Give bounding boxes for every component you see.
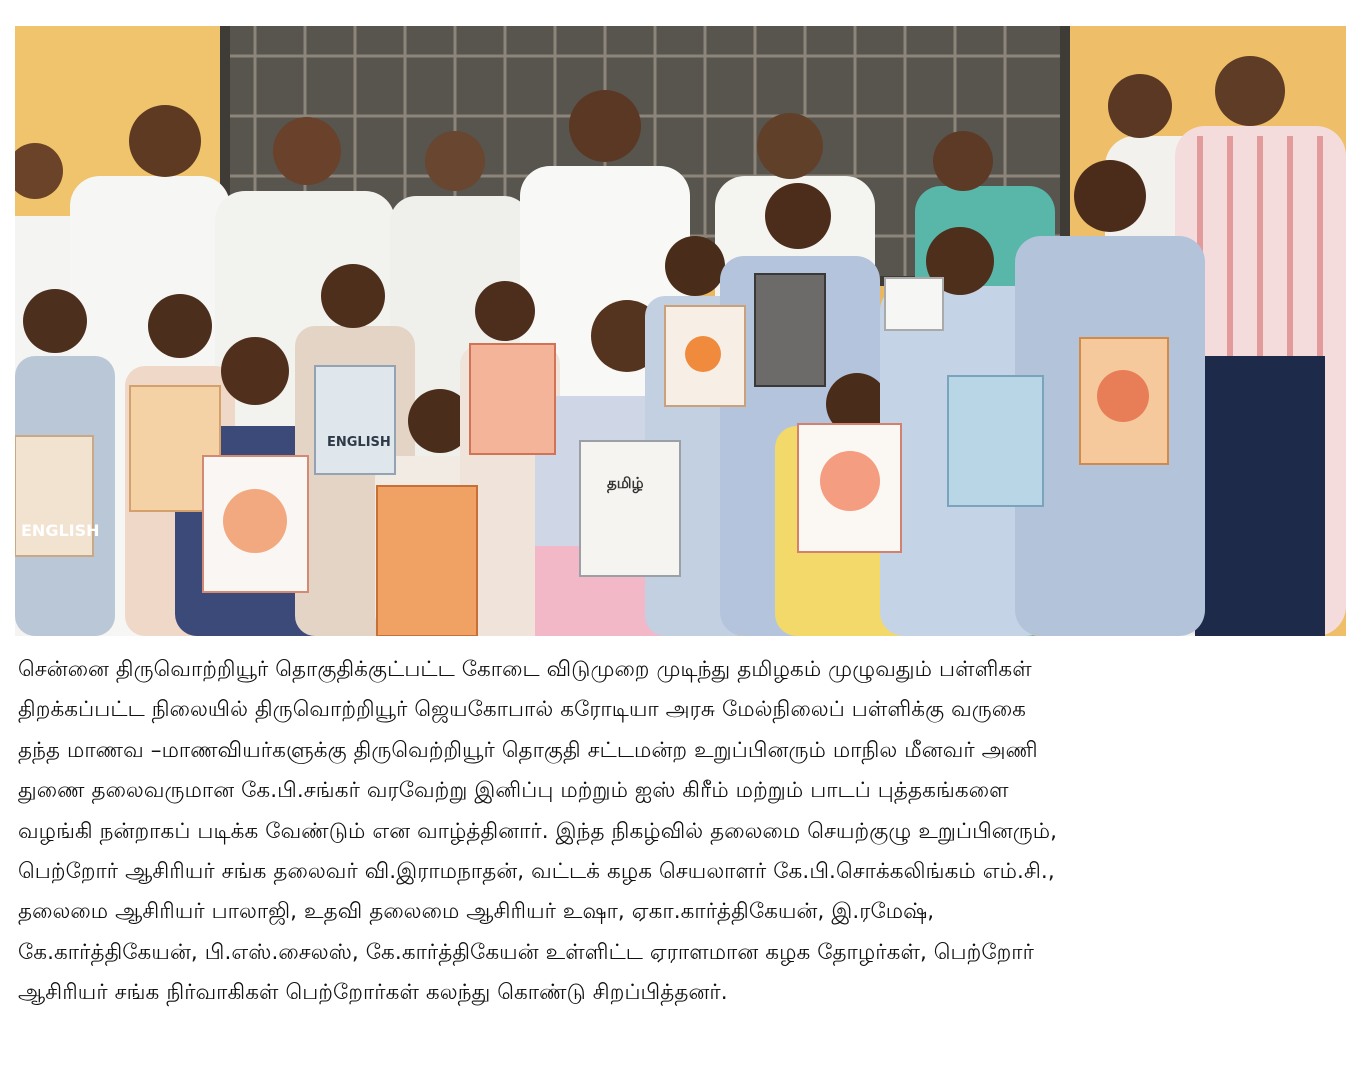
caption-line: திறக்கப்பட்ட நிலையில் திருவொற்றியூர் ஜெயகோபால் கரோடியா அரசு மேல்நிலைப் பள்ளிக்கு வருகை <box>18 697 1027 723</box>
caption-line: தந்த மாணவ –மாணவியர்களுக்கு திருவெற்றியூர் தொகுதி சட்டமன்ற உறுப்பினரும் மாநில மீனவர் அணி <box>18 737 1038 763</box>
article-caption <box>18 650 1343 1014</box>
book-label-english-1: ENGLISH <box>21 521 100 540</box>
group-photo <box>15 26 1346 636</box>
caption-line: சென்னை திருவொற்றியூர் தொகுதிக்குட்பட்ட கோடை விடுமுறை முடிந்து தமிழகம் முழுவதும் பள்ளிகள் <box>18 657 1032 682</box>
caption-line: கே.கார்த்திகேயன், பி.எஸ்.சைலஸ், கே.கார்த்திகேயன் உள்ளிட்ட ஏராளமான கழக தோழர்கள், பெற்றோர் <box>18 939 1034 965</box>
caption-line: தலைமை ஆசிரியர் பாலாஜி, உதவி தலைமை ஆசிரியர் உஷா, ஏகா.கார்த்திகேயன், இ.ரமேஷ், <box>18 899 935 925</box>
book-label-english-2: ENGLISH <box>327 435 391 450</box>
book-label-tamil: தமிழ் <box>607 474 644 492</box>
caption-line: ஆசிரியர் சங்க நிர்வாகிகள் பெற்றோர்கள் கலந்து கொண்டு சிறப்பித்தனர். <box>18 980 728 1006</box>
caption-line: துணை தலைவருமான கே.பி.சங்கர் வரவேற்று இனிப்பு மற்றும் ஐஸ் கிரீம் மற்றும் பாடப் புத்தகங்களை <box>18 778 1009 804</box>
caption-line: வழங்கி நன்றாகப் படிக்க வேண்டும் என வாழ்த்தினார். இந்த நிகழ்வில் தலைமை செயற்குழு உறுப்பினரும், <box>18 818 1058 844</box>
caption-line: பெற்றோர் ஆசிரியர் சங்க தலைவர் வி.இராமநாதன், வட்டக் கழக செயலாளர் கே.பி.சொக்கலிங்கம் எம்.சி., <box>18 858 1055 884</box>
